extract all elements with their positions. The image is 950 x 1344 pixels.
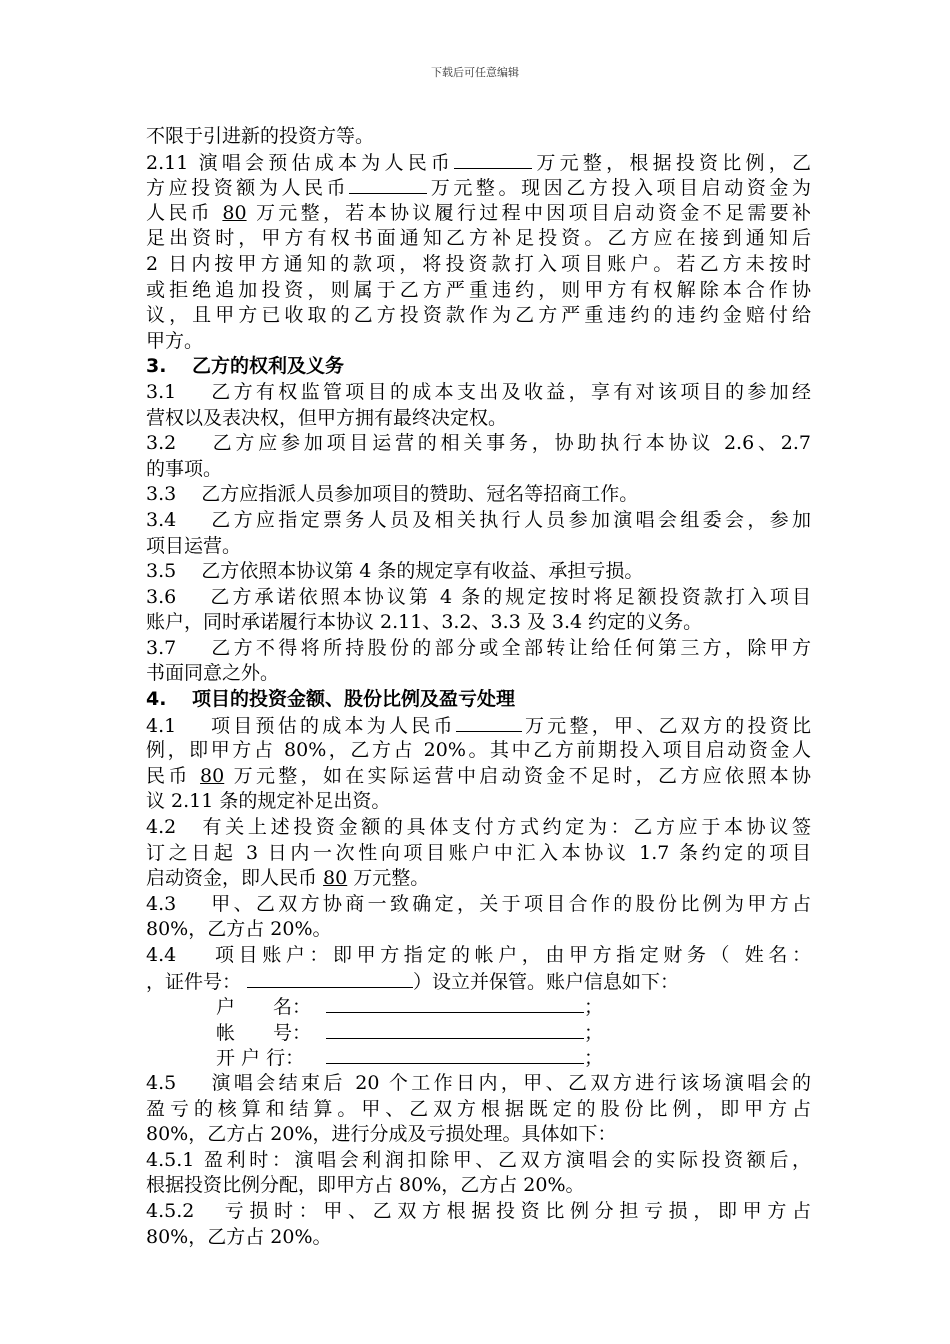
text-run: ，证件号： bbox=[146, 970, 248, 993]
text-run: ； bbox=[584, 1021, 604, 1044]
text-line: 4.4 项目账户：即甲方指定的帐户，由甲方指定财务（ 姓名： bbox=[146, 944, 811, 966]
underlined-amount: 80 bbox=[222, 201, 247, 224]
text-line: 80%，乙方占 20%。 bbox=[146, 918, 332, 941]
text-line: 账户，同时承诺履行本协议 2.11、3.2、3.3 及 3.4 约定的义务。 bbox=[146, 611, 703, 634]
text-line: 4.5 演唱会结束后 20 个工作日内，甲、乙双方进行该场演唱会的 bbox=[146, 1071, 811, 1094]
text-line: 3.7 乙方不得将所持股份的部分或全部转让给任何第三方，除甲方 bbox=[146, 636, 811, 659]
text-line bbox=[146, 764, 811, 790]
text-line: 3.6 乙方承诺依照本协议第 4 条的规定按时将足额投资款打入项目 bbox=[146, 585, 811, 608]
text-line bbox=[146, 713, 811, 739]
text-line: 书面同意之外。 bbox=[146, 662, 280, 685]
text-line bbox=[146, 969, 811, 995]
text-run: 万元整。 bbox=[347, 867, 430, 890]
page-header: 下载后可任意编辑 bbox=[431, 66, 519, 79]
text-run: 民币 bbox=[146, 764, 201, 787]
text-line: 根据投资比例分配，即甲方占 80%，乙方占 20%。 bbox=[146, 1174, 585, 1197]
text-line: 4.5.2 亏损时：甲、乙双方根据投资比例分担亏损，即甲方占 bbox=[146, 1199, 811, 1222]
text-run: ； bbox=[584, 996, 604, 1019]
text-line: 项目运营。 bbox=[146, 534, 242, 557]
underlined-amount: 80 bbox=[200, 764, 225, 787]
text-run: 万元整，若本协议履行过程中因项目启动资金不足需要补 bbox=[246, 201, 811, 224]
text-line: 或拒绝追加投资，则属于乙方严重违约，则甲方有权解除本合作协 bbox=[146, 278, 811, 301]
text-line: 订之日起 3 日内一次性向项目账户中汇入本协议 1.7 条约定的项目 bbox=[146, 841, 811, 864]
text-line: 4.5.1 盈利时：演唱会利润扣除甲、乙双方演唱会的实际投资额后， bbox=[146, 1148, 811, 1171]
text-run: 2.11 演唱会预估成本为人民币 bbox=[146, 151, 455, 174]
text-run: ； bbox=[584, 1047, 604, 1070]
section-heading: 3. 乙方的权利及义务 bbox=[146, 355, 345, 378]
text-run: 4.1 项目预估的成本为人民币 bbox=[146, 714, 456, 737]
account-field-label: 户 名： bbox=[216, 996, 312, 1019]
text-line: 不限于引进新的投资方等。 bbox=[146, 125, 375, 147]
text-line: 3.4 乙方应指定票务人员及相关执行人员参加演唱会组委会，参加 bbox=[146, 508, 811, 531]
text-run: 万元整，甲、乙双方的投资比 bbox=[521, 714, 811, 737]
text-line: 3.3 乙方应指派人员参加项目的赞助、冠名等招商工作。 bbox=[146, 483, 639, 506]
text-line bbox=[146, 150, 811, 176]
text-line: 3.5 乙方依照本协议第 4 条的规定享有收益、承担亏损。 bbox=[146, 560, 644, 583]
text-line: 4.2 有关上述投资金额的具体支付方式约定为：乙方应于本协议签 bbox=[146, 816, 811, 839]
text-line: 盈亏的核算和结算。甲、乙双方根据既定的股份比例，即甲方占 bbox=[146, 1097, 811, 1120]
text-line: 4.3 甲、乙双方协商一致确定，关于项目合作的股份比例为甲方占 bbox=[146, 892, 811, 915]
fill-in-blank bbox=[456, 713, 522, 732]
underlined-amount: 80 bbox=[323, 867, 348, 890]
account-field-label: 帐 号： bbox=[216, 1021, 312, 1044]
fill-in-blank bbox=[326, 1045, 584, 1064]
account-field-row bbox=[146, 1020, 811, 1046]
text-line: 3.2 乙方应参加项目运营的相关事务，协助执行本协议 2.6、2.7 bbox=[146, 432, 811, 455]
text-run: 启动资金，即人民币 bbox=[146, 867, 324, 890]
text-line: 的事项。 bbox=[146, 457, 223, 480]
text-run: 方应投资额为人民币 bbox=[146, 177, 350, 200]
text-line: 80%，乙方占 20%，进行分成及亏损处理。具体如下： bbox=[146, 1123, 617, 1146]
fill-in-blank bbox=[326, 994, 584, 1013]
text-line: 80%，乙方占 20%。 bbox=[146, 1225, 332, 1248]
text-line: 2 日内按甲方通知的款项，将投资款打入项目账户。若乙方未按时 bbox=[146, 252, 811, 275]
text-line: 例，即甲方占 80%，乙方占 20%。其中乙方前期投入项目启动资金人 bbox=[146, 739, 811, 762]
fill-in-blank bbox=[349, 175, 427, 194]
account-field-row bbox=[146, 1045, 811, 1071]
account-field-label: 开 户 行： bbox=[216, 1047, 305, 1070]
document-body bbox=[146, 124, 811, 1250]
text-run: 万元整，如在实际运营中启动资金不足时，乙方应依照本协 bbox=[224, 764, 811, 787]
section-heading: 4. 项目的投资金额、股份比例及盈亏处理 bbox=[146, 688, 516, 711]
text-line: 3.1 乙方有权监管项目的成本支出及收益，享有对该项目的参加经 bbox=[146, 380, 811, 403]
fill-in-blank bbox=[326, 1020, 584, 1039]
text-line: 议，且甲方已收取的乙方投资款作为乙方严重违约的违约金赔付给 bbox=[146, 304, 811, 327]
text-line: 营权以及表决权，但甲方拥有最终决定权。 bbox=[146, 406, 508, 429]
text-line bbox=[146, 201, 811, 227]
fill-in-blank bbox=[454, 150, 532, 169]
text-run: 人民币 bbox=[146, 201, 223, 224]
text-run: ）设立并保管。账户信息如下： bbox=[413, 970, 680, 993]
text-line: 足出资时，甲方有权书面通知乙方补足投资。乙方应在接到通知后 bbox=[146, 227, 811, 250]
text-line: 甲方。 bbox=[146, 329, 204, 352]
account-field-row bbox=[146, 994, 811, 1020]
fill-in-blank bbox=[247, 969, 413, 988]
text-line: 议 2.11 条的规定补足出资。 bbox=[146, 790, 391, 813]
text-run: 万元整，根据投资比例，乙 bbox=[532, 151, 811, 174]
text-line bbox=[146, 866, 811, 892]
text-run: 万元整。现因乙方投入项目启动资金为 bbox=[427, 177, 811, 200]
text-line bbox=[146, 175, 811, 201]
